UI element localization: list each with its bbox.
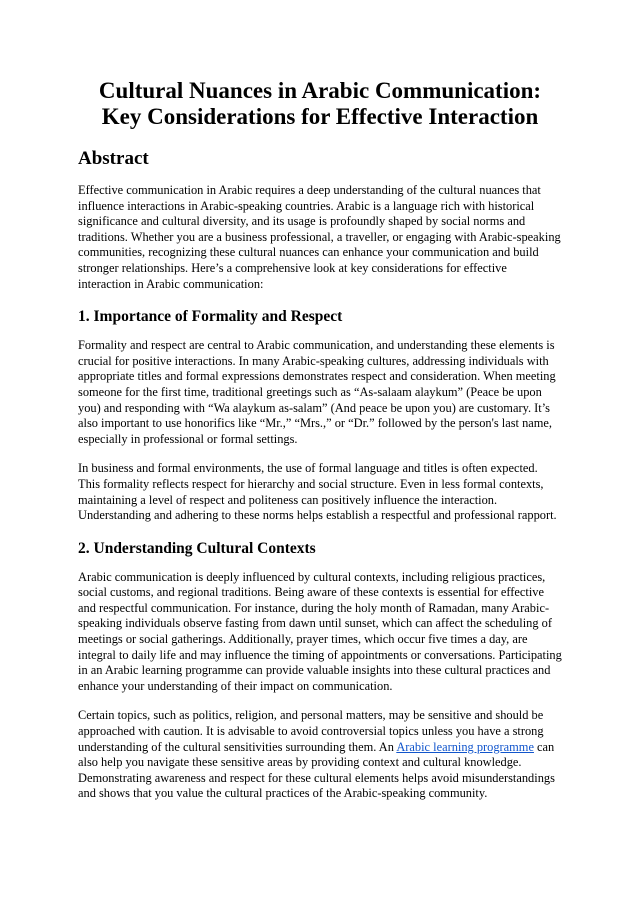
section-2-paragraph-2-start: Certain topics, such as politics, religion, and personal matters, may be sensitive and should be approached with caution. It is advisable to avoid controversial topics unless you have a strong understanding of the cultural sensitivities surrounding them. An: [78, 708, 544, 754]
abstract-paragraph: Effective communication in Arabic requires a deep understanding of the cultural nuances that influence interactions in Arabic-speaking countries. Arabic is a language rich with historical significance and cultural diversity, and its usage is profoundly shaped by social norms and traditions. Whether you are a business professional, a traveller, or engaging with Arabic-speaking communities, recognizing these cultural nuances can enhance your communication and build stronger relationships. Here’s a comprehensive look at key considerations for effective interaction in Arabic communication:: [78, 183, 561, 291]
arabic-learning-programme-link[interactable]: Arabic learning programme: [396, 739, 534, 754]
section-2-paragraph-2-end: can also help you navigate these sensitive areas by providing context and cultural knowledge. Demonstrating awareness and respect for these cultural elements helps avoid misunderstandings and shows that you value the cultural practices of the Arabic-speaking community.: [78, 739, 555, 801]
section-2-paragraph-2: [78, 708, 562, 802]
section-2-heading: 2. Understanding Cultural Contexts: [78, 539, 316, 557]
document-page: [78, 78, 562, 802]
section-1-paragraph-2: In business and formal environments, the use of formal language and titles is often expected. This formality reflects respect for hierarchy and social structure. Even in less formal contexts, maintaining a level of respect and politeness can positively influence the interaction. Understanding and adhering to these norms helps establish a respectful and professional rapport.: [78, 461, 557, 523]
section-2-paragraph-1: Arabic communication is deeply influenced by cultural contexts, including religious practices, social customs, and regional traditions. Being aware of these contexts is essential for effective and respectful communication. For instance, during the holy month of Ramadan, many Arabic-speaking individuals observe fasting from dawn until sunset, which can affect the scheduling of meetings or social gatherings. Additionally, prayer times, which occur five times a day, are integral to daily life and may influence the timing of appointments or conversations. Participating in an Arabic learning programme can provide valuable insights into these cultural practices and enhance your understanding of their impact on communication.: [78, 569, 562, 693]
document-title: Cultural Nuances in Arabic Communication: Key Considerations for Effective Interaction: [98, 78, 542, 129]
abstract-heading: Abstract: [78, 148, 149, 169]
section-1-heading: 1. Importance of Formality and Respect: [78, 308, 343, 326]
section-1-paragraph-1: Formality and respect are central to Arabic communication, and understanding these elements is crucial for positive interactions. In many Arabic-speaking cultures, addressing individuals with appropriate titles and formal expressions demonstrates respect and consideration. When meeting someone for the first time, traditional greetings such as “As-salaam alaykum” (Peace be upon you) and responding with “Wa alaykum as-salam” (And peace be upon you) are customary. It’s also important to use honorifics like “Mr.,” “Mrs.,” or “Dr.” followed by the person's last name, especially in professional or formal settings.: [78, 338, 556, 446]
